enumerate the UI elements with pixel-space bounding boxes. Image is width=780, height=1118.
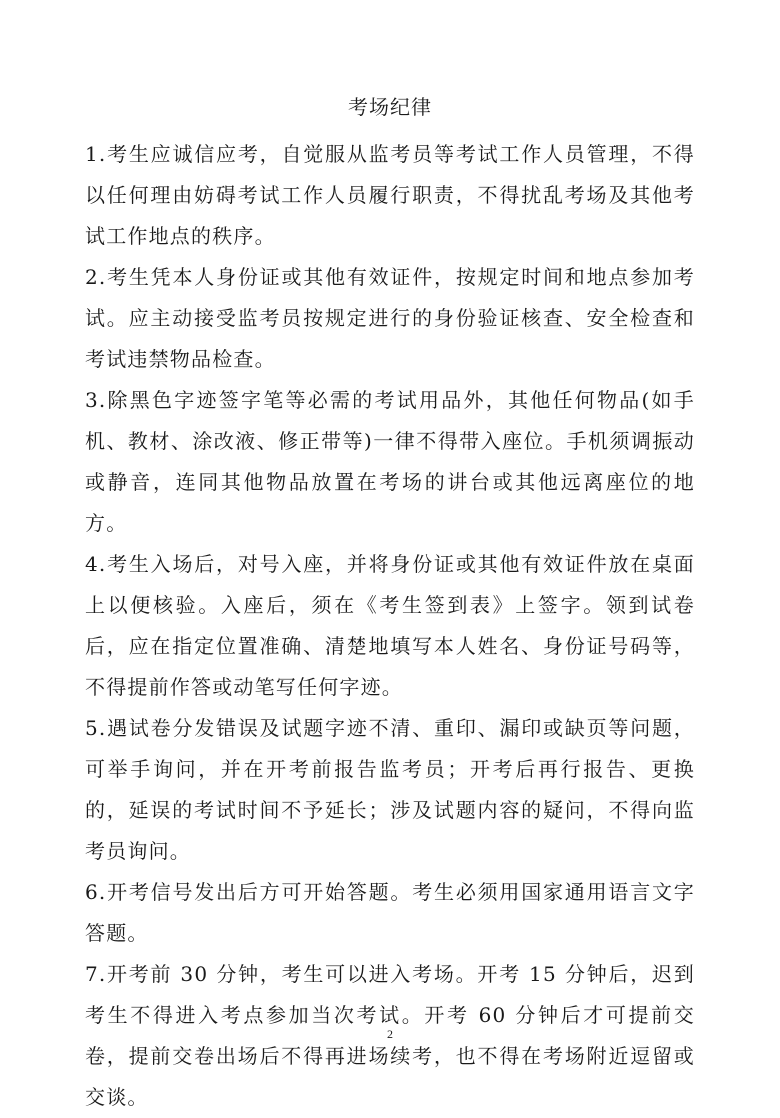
rule-item-4: 4.考生入场后，对号入座，并将身份证或其他有效证件放在桌面上以便核验。入座后，须在《考生签到表》上签字。领到试卷后，应在指定位置准确、清楚地填写本人姓名、身份证号码等，不得提前作答或动笔写任何字迹。 (85, 552, 695, 699)
rule-item-7: 7.开考前 30 分钟，考生可以进入考场。开考 15 分钟后，迟到考生不得进入考点参加当次考试。开考 60 分钟后才可提前交卷，提前交卷出场后不得再进场续考，也不得在考场附近逗留或交谈。 (85, 962, 695, 1109)
rule-item-5: 5.遇试卷分发错误及试题字迹不清、重印、漏印或缺页等问题，可举手询问，并在开考前报告监考员；开考后再行报告、更换的，延误的考试时间不予延长；涉及试题内容的疑问，不得向监考员询问。 (85, 716, 695, 863)
page-number: 2 (387, 1027, 393, 1041)
rules-list (85, 134, 695, 1118)
rule-item-2: 2.考生凭本人身份证或其他有效证件，按规定时间和地点参加考试。应主动接受监考员按规定进行的身份验证核查、安全检查和考试违禁物品检查。 (85, 265, 695, 371)
rule-item-3: 3.除黑色字迹签字笔等必需的考试用品外，其他任何物品(如手机、教材、涂改液、修正带等)一律不得带入座位。手机须调振动或静音，连同其他物品放置在考场的讲台或其他远离座位的地方。 (85, 388, 695, 535)
page-title: 考场纪律 (348, 95, 432, 119)
rule-item-6: 6.开考信号发出后方可开始答题。考生必须用国家通用语言文字答题。 (85, 880, 695, 945)
rule-item-1: 1.考生应诚信应考，自觉服从监考员等考试工作人员管理，不得以任何理由妨碍考试工作人员履行职责，不得扰乱考场及其他考试工作地点的秩序。 (85, 142, 695, 248)
